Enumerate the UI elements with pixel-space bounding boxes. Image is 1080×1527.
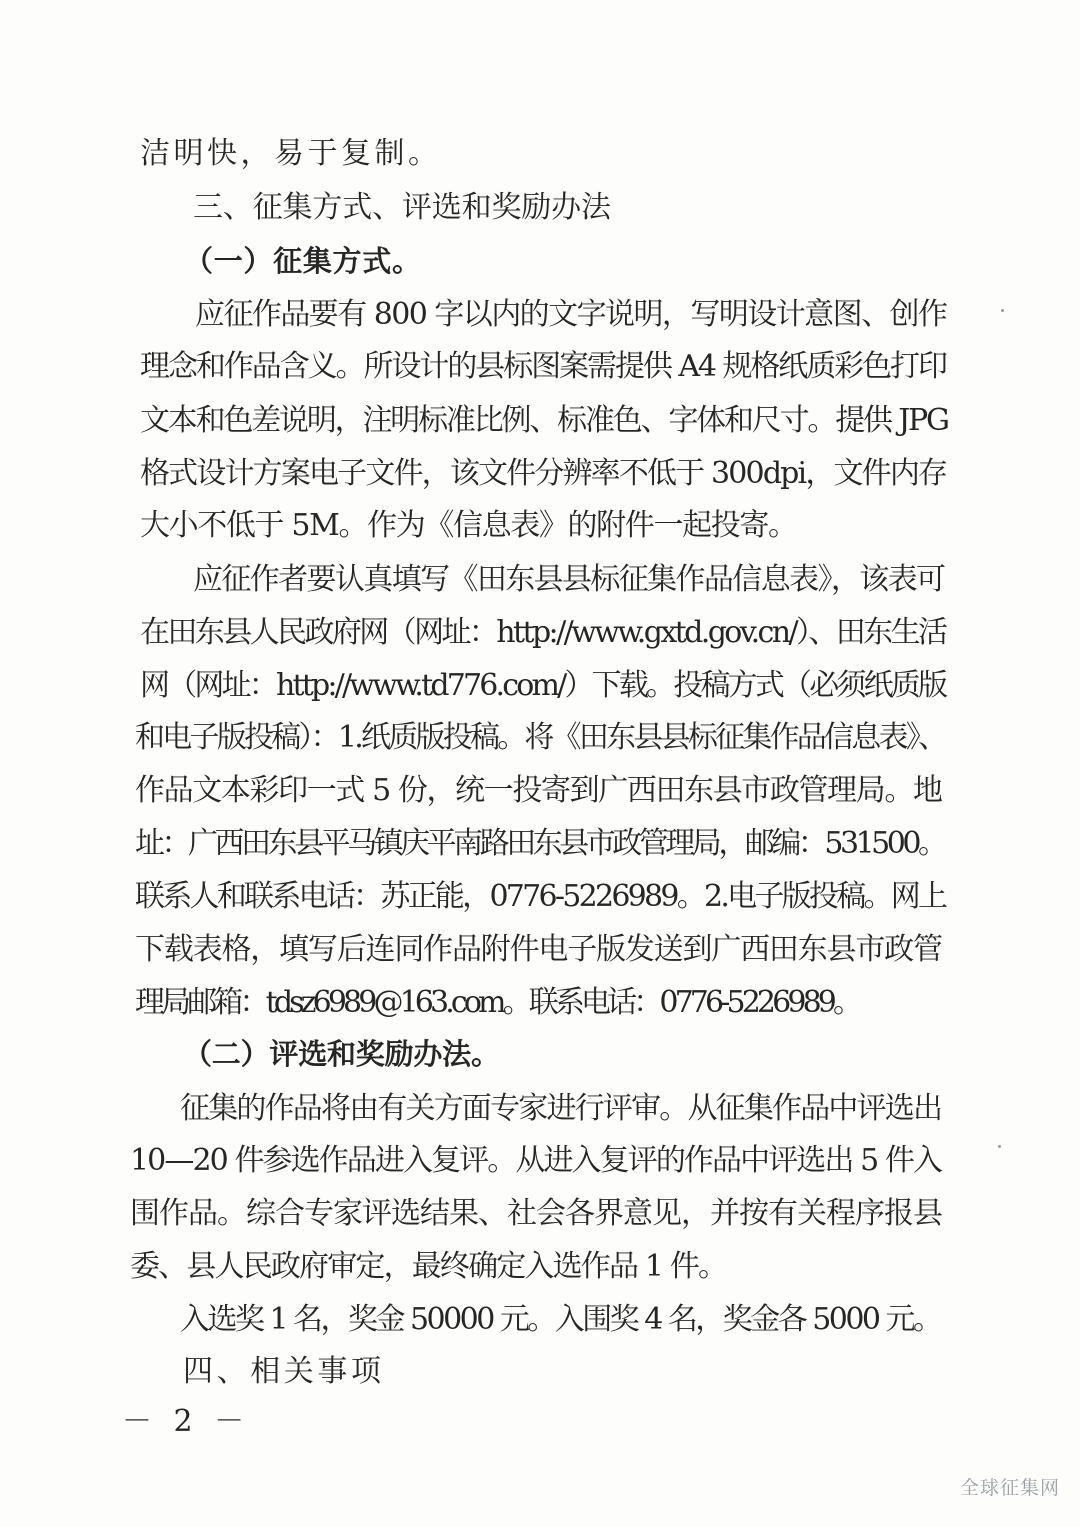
body-line: 围作品。综合专家评选结果、社会各界意见，并按有关程序报县 — [130, 1196, 942, 1231]
body-line: 作品文本彩印一式 5 份，统一投寄到广西田东县市政管理局。地 — [135, 773, 942, 808]
body-line: 格式设计方案电子文件，该文件分辨率不低于 300dpi，文件内存 — [140, 456, 947, 491]
body-line: 10—20 件参选作品进入复评。从进入复评的作品中评选出 5 件入 — [130, 1143, 942, 1178]
body-line: 应征作品要有 800 字以内的文字说明，写明设计意图、创作 — [195, 297, 947, 332]
watermark: 全球征集网 — [960, 1477, 1061, 1499]
subsection-heading: （一）征集方式。 — [184, 244, 422, 278]
body-line: 和电子版投稿）：1.纸质版投稿。将《田东县县标征集作品信息表》、 — [135, 720, 946, 755]
body-line: 下载表格，填写后连同作品附件电子版发送到广西田东县市政管 — [135, 932, 942, 967]
section-heading: 三、征集方式、评选和奖励办法 — [193, 190, 611, 225]
scan-speck — [1001, 309, 1004, 312]
body-line: 大小不低于 5M。作为《信息表》的附件一起投寄。 — [140, 508, 797, 543]
body-line: 联系人和联系电话：苏正能，0776-5226989。2.电子版投稿。网上 — [135, 879, 946, 914]
body-line: 网（网址：http://www.td776.com/）下载。投稿方式（必须纸质版 — [140, 668, 946, 703]
body-line: 理念和作品含义。所设计的县标图案需提供 A4 规格纸质彩色打印 — [140, 349, 946, 384]
body-line: 征集的作品将由有关方面专家进行评审。从征集作品中评选出 — [180, 1091, 942, 1126]
section-heading: 四、相关事项 — [183, 1354, 385, 1389]
subsection-heading: （二）评选和奖励办法。 — [183, 1037, 500, 1071]
body-line: 理局邮箱：tdsz6989@163.com。联系电话：0776-5226989。 — [135, 985, 860, 1020]
body-line: 委、县人民政府审定，最终确定入选作品 1 件。 — [130, 1249, 727, 1284]
body-line: 在田东县人民政府网（网址：http://www.gxtd.gov.cn/）、田东生活 — [140, 615, 946, 650]
body-line: 文本和色差说明，注明标准比例、标准色、字体和尺寸。提供 JPG — [140, 403, 948, 438]
body-line: 应征作者要认真填写《田东县县标征集作品信息表》，该表可 — [193, 562, 945, 597]
body-line: 址：广西田东县平马镇庆平南路田东县市政管理局，邮编：531500。 — [135, 826, 945, 861]
page-number: － 2 － — [122, 1404, 251, 1439]
body-line: 入选奖 1 名，奖金 50000 元。入围奖 4 名，奖金各 5000 元。 — [180, 1302, 941, 1337]
body-line: 洁明快，易于复制。 — [140, 136, 442, 171]
scan-speck — [998, 1145, 1001, 1148]
